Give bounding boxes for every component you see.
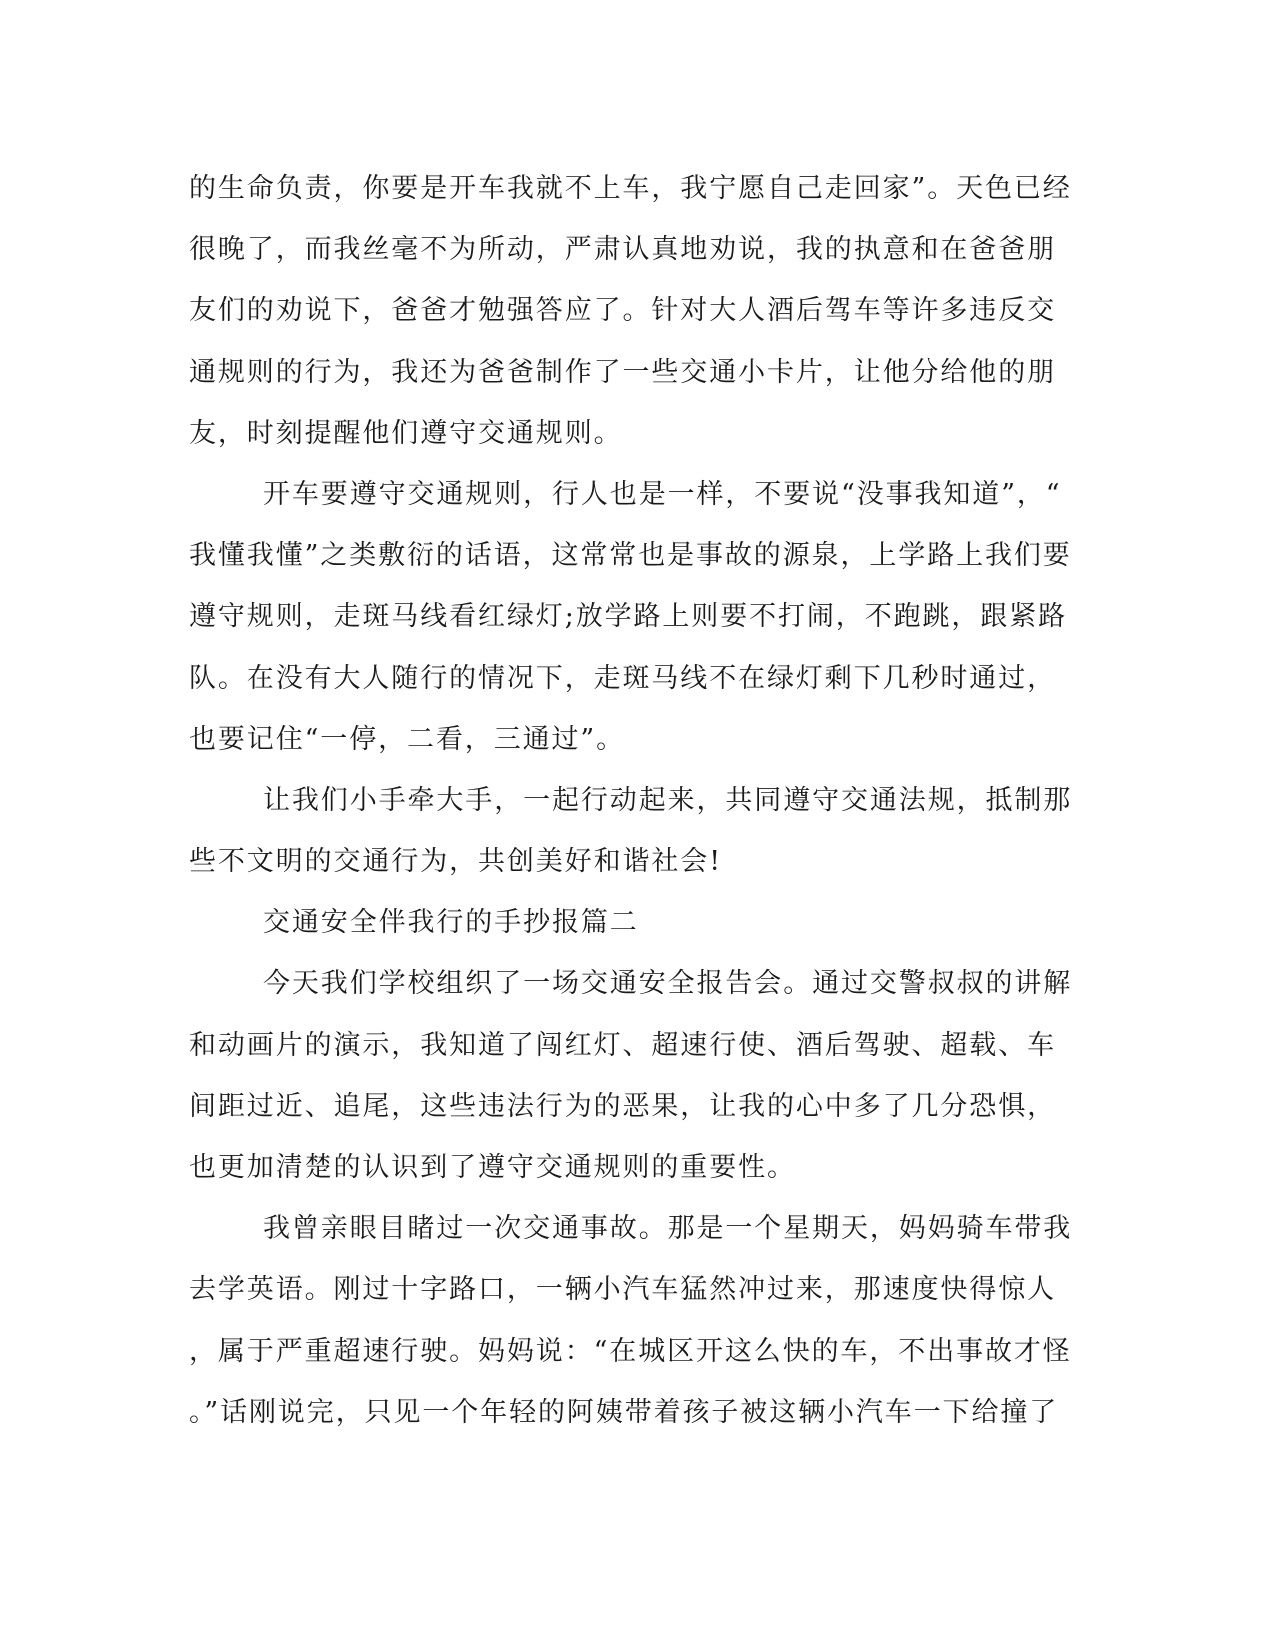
text-line: 和动画片的演示，我知道了闯红灯、超速行使、酒后驾驶、超载、车 <box>189 1029 1056 1061</box>
text-line: 也更加清楚的认识到了遵守交通规则的重要性。 <box>189 1152 796 1183</box>
text-line: 间距过近、追尾，这些违法行为的恶果，让我的心中多了几分恐惧， <box>189 1090 1056 1122</box>
text-line: 也要记住“一停，二看，三通过”。 <box>189 723 626 755</box>
text-line: 通规则的行为，我还为爸爸制作了一些交通小卡片，让他分给他的朋 <box>189 356 1056 388</box>
text-line: 友，时刻提醒他们遵守交通规则。 <box>189 417 623 449</box>
text-line: 我懂我懂”之类敷衍的话语，这常常也是事故的源泉，上学路上我们要 <box>189 540 1072 572</box>
text-line: ，属于严重超速行驶。妈妈说：“在城区开这么快的车，不出事故才怪 <box>189 1335 1072 1367</box>
paragraph-start-line: 开车要遵守交通规则，行人也是一样，不要说“没事我知道”，“ <box>263 478 1062 510</box>
document-body <box>189 158 1089 1443</box>
paragraph-start-line: 我曾亲眼目睹过一次交通事故。那是一个星期天，妈妈骑车带我 <box>263 1213 1073 1245</box>
paragraph-start-line: 让我们小手牵大手，一起行动起来，共同遵守交通法规，抵制那 <box>263 784 1073 816</box>
text-line: 队。在没有大人随行的情况下，走斑马线不在绿灯剩下几秒时通过， <box>189 662 1056 694</box>
text-line: 友们的劝说下，爸爸才勉强答应了。针对大人酒后驾车等许多违反交 <box>189 295 1056 327</box>
text-line: 的生命负责，你要是开车我就不上车，我宁愿自己走回家”。天色已经 <box>189 173 1072 204</box>
text-line: 很晚了，而我丝毫不为所动，严肃认真地劝说，我的执意和在爸爸朋 <box>189 234 1056 266</box>
text-line: 去学英语。刚过十字路口，一辆小汽车猛然冲过来，那速度快得惊人 <box>189 1274 1056 1306</box>
text-line: 。”话刚说完，只见一个年轻的阿姨带着孩子被这辆小汽车一下给撞了 <box>189 1396 1059 1428</box>
paragraph-start-line: 今天我们学校组织了一场交通安全报告会。通过交警叔叔的讲解 <box>263 968 1073 1000</box>
section-heading: 交通安全伴我行的手抄报篇二 <box>263 907 639 939</box>
text-line: 遵守规则，走斑马线看红绿灯;放学路上则要不打闹，不跑跳，跟紧路 <box>189 601 1067 633</box>
text-line: 些不文明的交通行为，共创美好和谐社会! <box>189 846 722 878</box>
